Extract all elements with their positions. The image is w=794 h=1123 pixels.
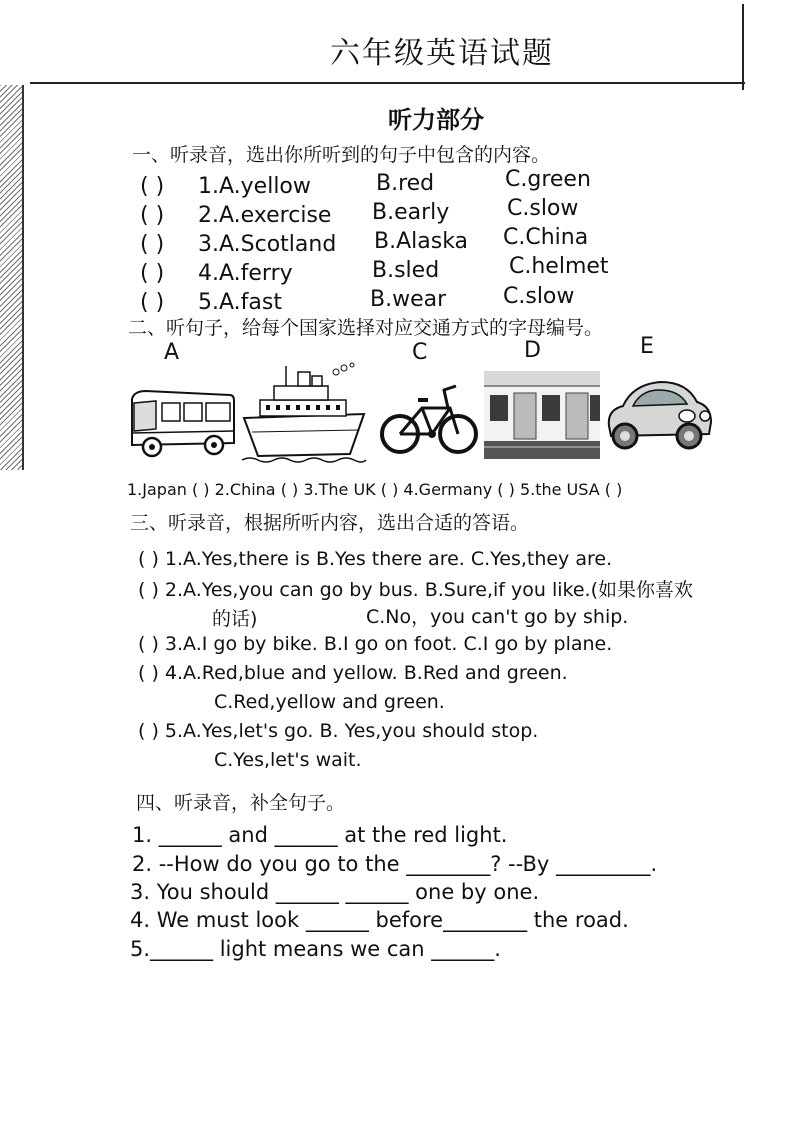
part1-row5-bracket[interactable]: ( ) (140, 290, 165, 315)
part1-row4-bracket[interactable]: ( ) (140, 261, 165, 286)
part3-q2: ( ) 2.A.Yes,you can go by bus. B.Sure,if you like.(如果你喜欢 (138, 579, 693, 601)
part3-q2-cont: 的话) (212, 608, 258, 630)
part4-line1: 1. ______ and ______ at the red light. (132, 823, 508, 847)
header-rule (30, 82, 745, 84)
binding-margin (0, 85, 24, 470)
part1-row1-b: B.red (376, 171, 435, 196)
part2-heading: 二、听句子，给每个国家选择对应交通方式的字母编号。 (128, 317, 604, 339)
part3-q5-c: C.Yes,let's wait. (214, 749, 362, 771)
part4-line4: 4. We must look ______ before________ the road. (130, 908, 629, 932)
part1-row3-b: B.Alaska (374, 229, 469, 254)
part2-country-line: 1.Japan ( ) 2.China ( ) 3.The UK ( ) 4.Germany ( ) 5.the USA ( ) (127, 480, 623, 499)
part3-q1: ( ) 1.A.Yes,there is B.Yes there are. C.Yes,they are. (138, 548, 613, 570)
option-letter-e: E (640, 334, 654, 359)
train-icon (484, 371, 600, 459)
part1-row3-bracket[interactable]: ( ) (140, 232, 165, 257)
part3-heading: 三、听录音，根据所听内容，选出合适的答语。 (130, 512, 530, 534)
car-icon (603, 376, 715, 454)
header-vertical-rule (742, 4, 744, 90)
part4-line2: 2. --How do you go to the ________? --By _________. (132, 852, 658, 876)
part4-heading: 四、听录音，补全句子。 (136, 792, 346, 814)
part3-q3: ( ) 3.A.I go by bike. B.I go on foot. C.I go by plane. (138, 633, 613, 655)
part1-row2-bracket[interactable]: ( ) (140, 203, 165, 228)
part4-line5: 5.______ light means we can ______. (130, 937, 501, 961)
option-letter-d: D (524, 338, 541, 363)
part1-row4-b: B.sled (372, 258, 440, 283)
part1-row4-a: 4.A.ferry (198, 261, 293, 286)
part1-row1-a: 1.A.yellow (198, 174, 311, 199)
part1-row5-b: B.wear (370, 287, 447, 312)
option-letter-a: A (164, 340, 180, 365)
part1-row2-b: B.early (372, 200, 450, 225)
part1-row3-c: C.China (503, 225, 589, 250)
part3-q5: ( ) 5.A.Yes,let's go. B. Yes,you should stop. (138, 720, 539, 742)
part3-q4-c: C.Red,yellow and green. (214, 691, 445, 713)
part1-row5-c: C.slow (503, 284, 575, 309)
ship-icon (240, 362, 368, 466)
part1-row2-a: 2.A.exercise (198, 203, 332, 228)
part4-line3: 3. You should ______ ______ one by one. (130, 880, 540, 904)
part1-row1-c: C.green (505, 167, 591, 192)
option-letter-c: C (412, 340, 428, 365)
part1-row4-c: C.helmet (509, 254, 609, 279)
bus-icon (126, 385, 238, 461)
part1-row5-a: 5.A.fast (198, 290, 282, 315)
part1-heading: 一、听录音，选出你所听到的句子中包含的内容。 (132, 144, 551, 166)
part1-row3-a: 3.A.Scotland (198, 232, 337, 257)
binding-line (22, 85, 24, 470)
part1-row1-bracket[interactable]: ( ) (140, 174, 165, 199)
section-title: 听力部分 (388, 106, 484, 134)
bicycle-icon (378, 378, 480, 458)
part3-q4: ( ) 4.A.Red,blue and yellow. B.Red and green. (138, 662, 568, 684)
page-title: 六年级英语试题 (330, 36, 554, 71)
part1-row2-c: C.slow (507, 196, 579, 221)
part3-q2-c: C.No，you can't go by ship. (366, 606, 629, 628)
